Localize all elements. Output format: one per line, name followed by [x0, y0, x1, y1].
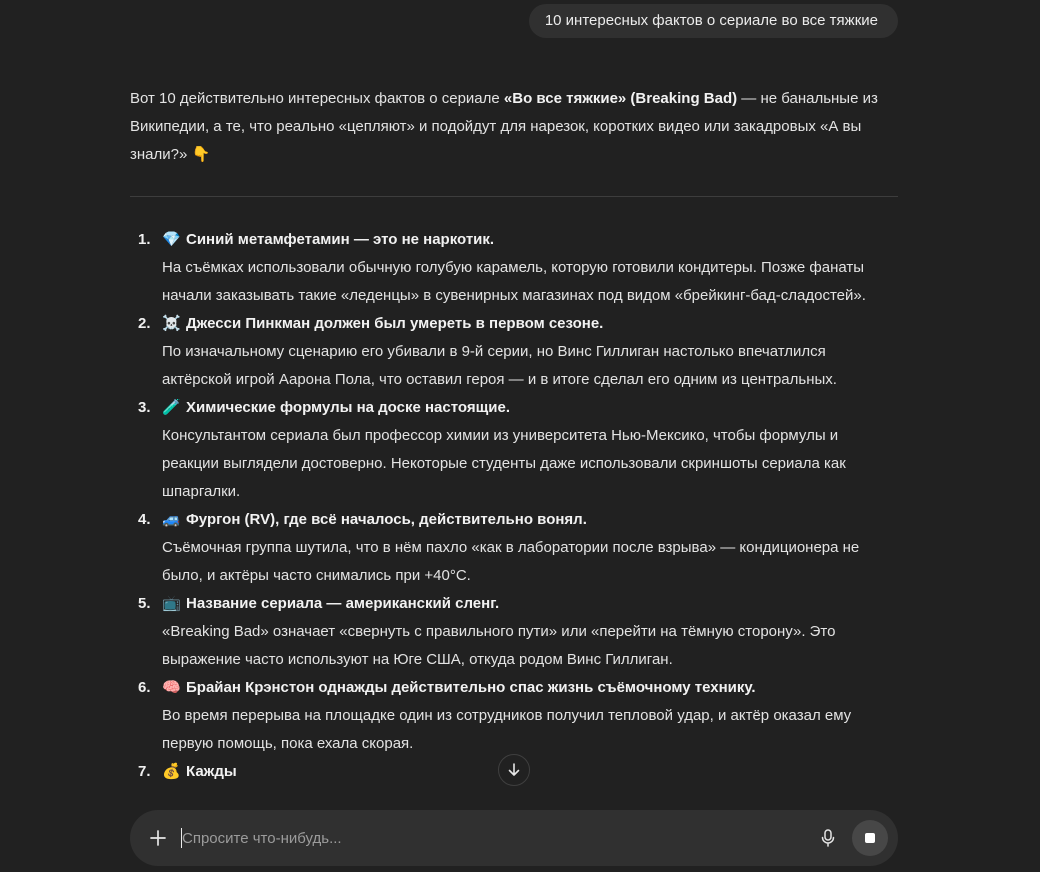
fact-text: На съёмках использовали обычную голубую карамель, которую готовили кондитеры. Позже фанаты начали заказывать такие «леденцы» в сувенирных магазинах под видом «брейкинг-бад-сладостей». — [162, 259, 866, 304]
intro-text-end: — не банальные из Википедии, а те, что реально «цепляют» и подойдут для нарезок, коротких видео или закадровых «А вы знали?» — [130, 90, 878, 163]
fact-title: Брайан Крэнстон однажды действительно спас жизнь съёмочному технику. — [186, 679, 756, 696]
message-composer — [130, 810, 898, 866]
fact-title: Кажды — [186, 763, 237, 780]
plus-icon — [149, 829, 167, 847]
fact-title: Название сериала — американский сленг. — [186, 595, 500, 612]
intro-text-start: Вот 10 действительно интересных фактов о сериале — [130, 90, 504, 107]
dictate-button[interactable] — [814, 824, 842, 852]
fact-text: По изначальному сценарию его убивали в 9-й серии, но Винс Гиллиган настолько впечатлился актёрской игрой Аарона Пола, что оставил героя — и в итоге сделал его одним из центральных. — [162, 343, 837, 388]
fact-item — [130, 394, 898, 506]
fact-title: Химические формулы на доске настоящие. — [186, 399, 510, 416]
fact-item — [130, 310, 898, 394]
assistant-intro — [130, 85, 898, 169]
money-bag-emoji: 💰 — [162, 763, 181, 780]
stop-icon — [865, 833, 875, 843]
gem-emoji: 💎 — [162, 231, 181, 248]
fact-title: Фургон (RV), где всё началось, действительно вонял. — [186, 511, 587, 528]
facts-list — [130, 226, 898, 786]
fact-text: Съёмочная группа шутила, что в нём пахло «как в лаборатории после взрыва» — кондиционера не было, и актёры часто снимались при +40°C. — [162, 539, 860, 584]
arrow-down-icon — [506, 762, 522, 778]
fact-number: 6. — [138, 679, 151, 696]
user-message-bubble: 10 интересных фактов о сериале во все тяжкие — [529, 4, 898, 38]
prompt-input[interactable] — [182, 824, 782, 852]
section-divider — [130, 196, 898, 197]
fact-number: 4. — [138, 511, 151, 528]
television-emoji: 📺 — [162, 595, 181, 612]
fact-item — [130, 590, 898, 674]
brain-emoji: 🧠 — [162, 679, 181, 696]
fact-number: 2. — [138, 315, 151, 332]
fact-item — [130, 674, 898, 758]
fact-number: 1. — [138, 231, 151, 248]
car-emoji: 🚙 — [162, 511, 181, 528]
fact-title: Синий метамфетамин — это не наркотик. — [186, 231, 495, 248]
fact-item — [130, 226, 898, 310]
fact-text: Консультантом сериала был профессор химии из университета Нью-Мексико, чтобы формулы и реакции выглядели достоверно. Некоторые студенты даже использовали скриншоты сериала как шпаргалки. — [162, 427, 846, 500]
intro-series-name: «Во все тяжкие» (Breaking Bad) — [503, 90, 738, 107]
fact-item — [130, 506, 898, 590]
attach-button[interactable] — [144, 824, 172, 852]
fact-number: 5. — [138, 595, 151, 612]
fact-text: Во время перерыва на площадке один из сотрудников получил тепловой удар, и актёр оказал ему первую помощь, пока ехала скорая. — [162, 707, 852, 752]
test-tube-emoji: 🧪 — [162, 399, 181, 416]
stop-generating-button[interactable] — [852, 820, 888, 856]
fact-title: Джесси Пинкман должен был умереть в первом сезоне. — [186, 315, 604, 332]
microphone-icon — [820, 829, 836, 847]
pointing-down-emoji: 👇 — [191, 146, 211, 163]
fact-text: «Breaking Bad» означает «свернуть с правильного пути» или «перейти на тёмную сторону». Это выражение часто используют на Юге США, откуда родом Винс Гиллиган. — [162, 623, 836, 668]
fact-number: 7. — [138, 763, 151, 780]
scroll-to-bottom-button[interactable] — [498, 754, 530, 786]
skull-emoji: ☠️ — [162, 315, 181, 332]
fact-number: 3. — [138, 399, 151, 416]
